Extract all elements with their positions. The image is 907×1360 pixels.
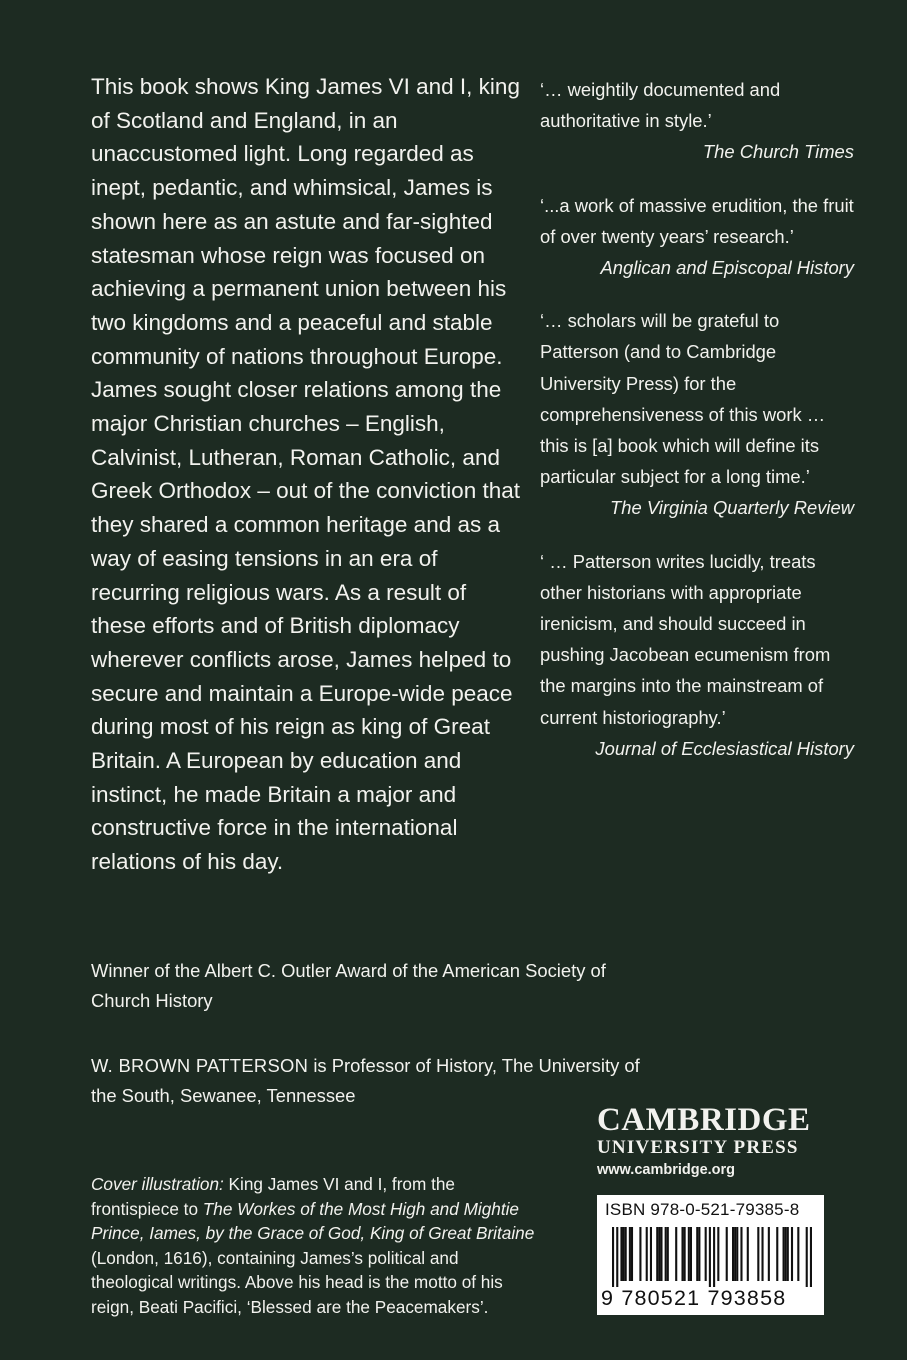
- isbn-text: ISBN 978-0-521-79385-8: [605, 1200, 800, 1219]
- barcode-bar: [736, 1227, 738, 1281]
- publisher-url: www.cambridge.org: [597, 1162, 736, 1178]
- barcode-bar: [684, 1227, 686, 1281]
- author-name: W. BROWN PATTERSON: [91, 1055, 309, 1076]
- cover-credit-label: Cover illustration:: [91, 1174, 224, 1194]
- barcode-bar: [620, 1227, 622, 1281]
- author-bio: [91, 1051, 651, 1111]
- barcode-bar: [698, 1227, 700, 1281]
- award-note: Winner of the Albert C. Outler Award of the American Society of Church History: [91, 960, 606, 1011]
- quote-source: The Church Times: [702, 141, 854, 163]
- barcode-bar: [761, 1227, 763, 1281]
- barcode-bars: [612, 1227, 812, 1287]
- isbn-barcode: [597, 1195, 824, 1315]
- barcode-bar: [713, 1227, 715, 1287]
- barcode-bar: [665, 1227, 667, 1281]
- barcode-bar: [660, 1227, 662, 1281]
- barcode-bar: [623, 1227, 625, 1281]
- barcode-bar: [732, 1227, 734, 1281]
- quote-source: The Virginia Quarterly Review: [610, 497, 854, 519]
- barcode-bar: [757, 1227, 759, 1281]
- cover-credit-text-end: (London, 1616), containing James’s political and theological writings. Above his head is the motto of his reign, Beati Pacifici, ‘Blessed are the Peacemakers’.: [91, 1247, 503, 1317]
- quote-text: ‘...a work of massive erudition, the fruit of over twenty years’ research.’: [540, 194, 854, 247]
- barcode-bar: [783, 1227, 785, 1281]
- barcode-bar: [787, 1227, 789, 1281]
- barcode-bar: [656, 1227, 658, 1281]
- quote-source: Anglican and Episcopal History: [600, 257, 854, 279]
- barcode-digits: 9 780521 793858: [601, 1286, 787, 1310]
- quote-text: ‘… scholars will be grateful to Patterson (and to Cambridge University Press) for the comprehensiveness of this work … this is [a] book which will define its particular subject for a long time.’: [540, 310, 826, 488]
- barcode-bar: [734, 1227, 736, 1281]
- barcode-bar: [650, 1227, 652, 1281]
- quote-text: ‘ … Patterson writes lucidly, treats other historians with appropriate irenicism, and should succeed in pushing Jacobean ecumenism from the margins into the mainstream of current historiography.’: [540, 550, 831, 728]
- review-quote: [540, 546, 854, 764]
- review-quote: [540, 74, 854, 168]
- cover-credit-title: The Workes of the Most High and Mightie Prince, Iames, by the Grace of God, King of Great Britaine: [91, 1198, 535, 1244]
- barcode-bar: [631, 1227, 633, 1281]
- barcode-bar: [747, 1227, 749, 1281]
- barcode-bar: [629, 1227, 631, 1281]
- barcode-bar: [646, 1227, 648, 1281]
- barcode-bar: [681, 1227, 683, 1281]
- barcode-bar: [625, 1227, 627, 1281]
- barcode-bar: [639, 1227, 641, 1281]
- barcode-bar: [658, 1227, 660, 1281]
- review-quotes: [540, 74, 854, 786]
- barcode-bar: [717, 1227, 719, 1281]
- publisher-name: CAMBRIDGE: [597, 1102, 811, 1138]
- review-quote: [540, 305, 854, 523]
- barcode-bar: [709, 1227, 711, 1287]
- author-bio-text: is Professor of History, The University of the South, Sewanee, Tennessee: [91, 1055, 640, 1106]
- barcode-bar: [667, 1227, 669, 1281]
- publisher-subtitle: UNIVERSITY PRESS: [597, 1137, 799, 1158]
- cover-credit-text: King James VI and I, from the frontispiece to: [91, 1174, 455, 1219]
- barcode-bar: [690, 1227, 692, 1281]
- publisher-logo: [597, 1103, 827, 1180]
- barcode-bar: [616, 1227, 618, 1287]
- barcode-bar: [785, 1227, 787, 1281]
- barcode-bar: [768, 1227, 770, 1281]
- quote-source: Journal of Ecclesiastical History: [595, 737, 854, 759]
- barcode-bar: [740, 1227, 742, 1281]
- barcode-bar: [705, 1227, 707, 1281]
- barcode-bar: [688, 1227, 690, 1281]
- quote-text: ‘… weightily documented and authoritative in style.’: [540, 79, 781, 132]
- barcode-bar: [675, 1227, 677, 1281]
- barcode-bar: [810, 1227, 812, 1287]
- cover-credit: [91, 1172, 541, 1320]
- barcode-bar: [791, 1227, 793, 1281]
- barcode-bar: [726, 1227, 728, 1281]
- barcode-bar: [776, 1227, 778, 1281]
- barcode-bar: [797, 1227, 799, 1281]
- review-quote: [540, 190, 854, 284]
- book-description: This book shows King James VI and I, king of Scotland and England, in an unaccustomed light. Long regarded as inept, pedantic, and whimsical, James is shown here as an astute and far-sighted statesman whose reign was focused on achieving a permanent union between his two kingdoms and a peaceful and stable community of nations throughout Europe. James sought closer relations among the major Christian churches – English, Calvinist, Lutheran, Roman Catholic, and Greek Orthodox – out of the conviction that they shared a common heritage and as a way of easing tensions in an era of recurring religious wars. As a result of these efforts and of British diplomacy wherever conflicts arose, James helped to secure and maintain a Europe-wide peace during most of his reign as king of Great Britain. A European by education and instinct, he made Britain a major and constructive force in the international relations of his day.: [91, 74, 520, 875]
- barcode-bar: [806, 1227, 808, 1287]
- barcode-bar: [612, 1227, 614, 1287]
- barcode-bar: [696, 1227, 698, 1281]
